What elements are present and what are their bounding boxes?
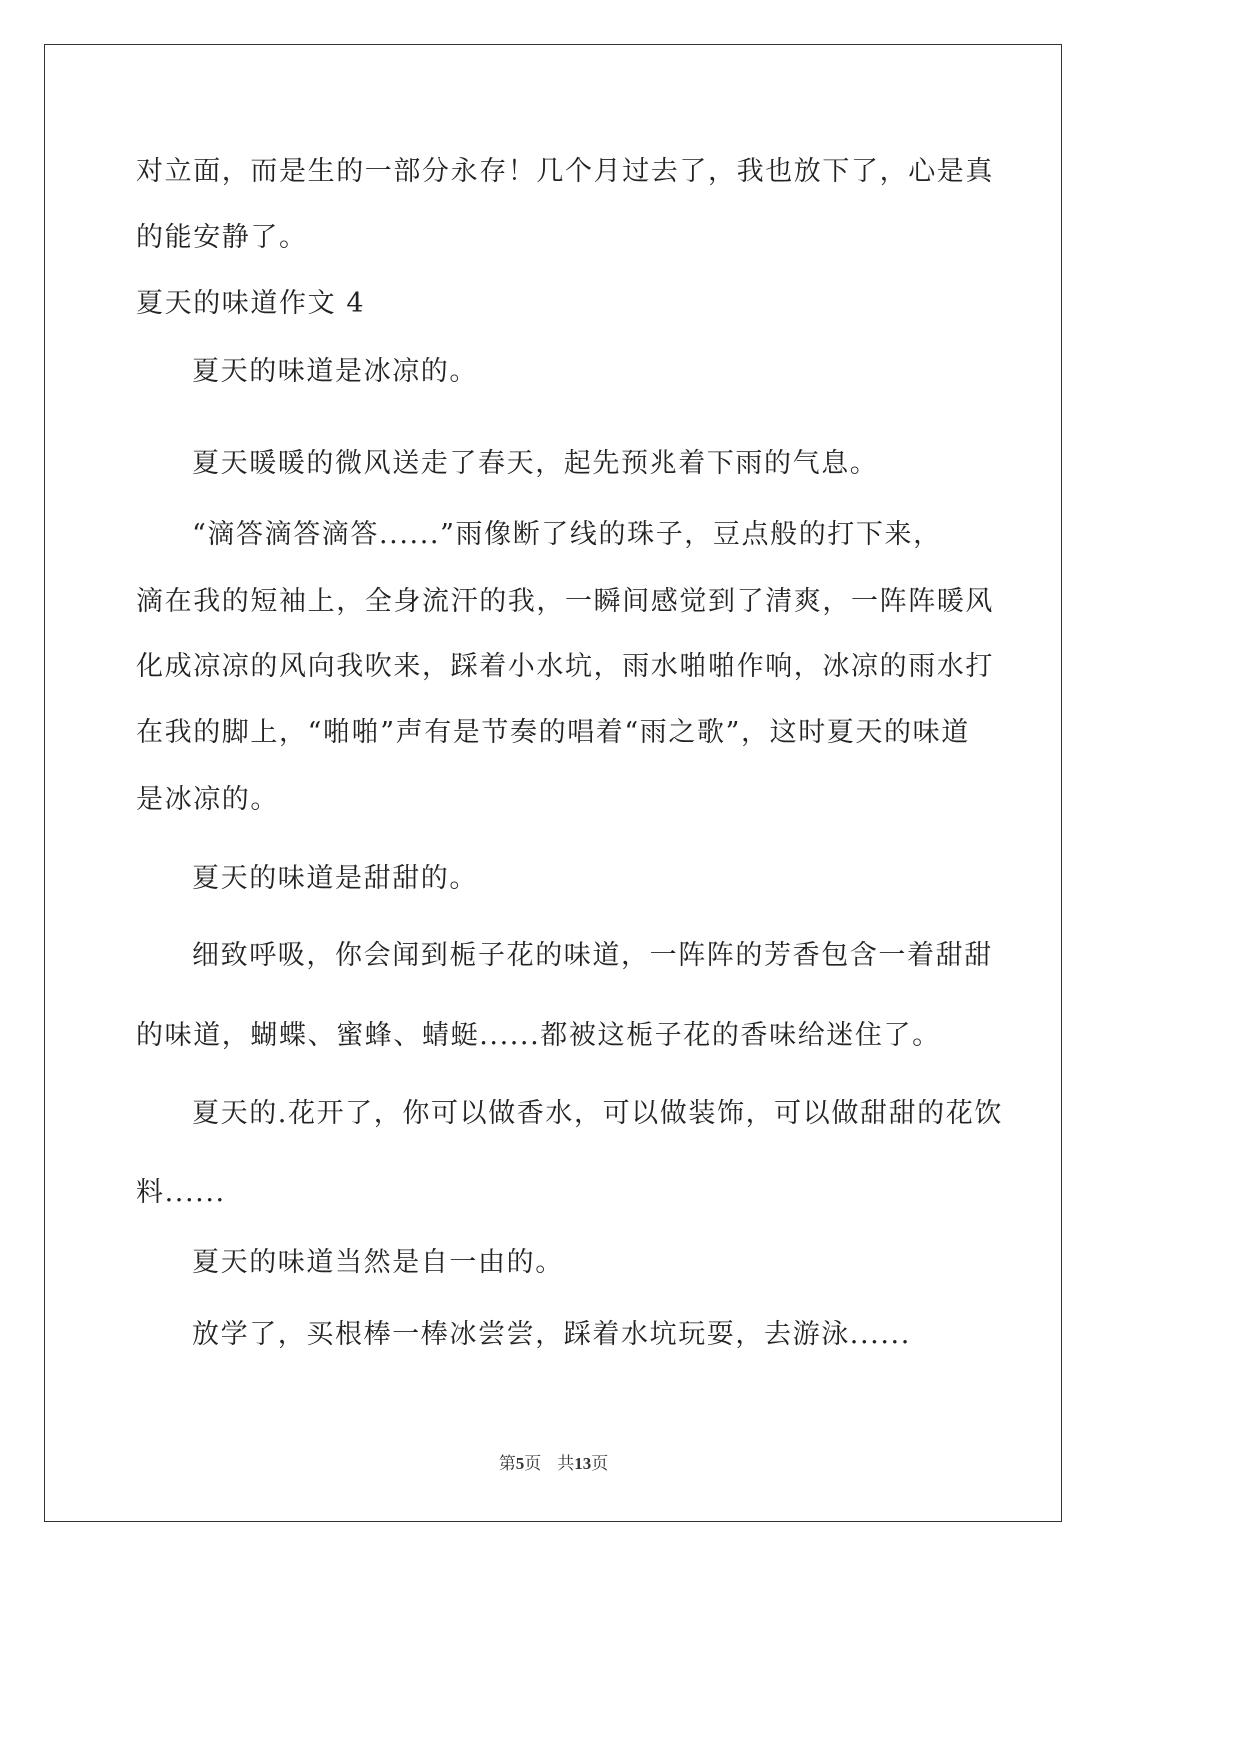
- text-line: 夏天的味道是甜甜的。: [192, 863, 478, 894]
- text-line: “滴答滴答滴答......”雨像断了线的珠子，豆点般的打下来，: [192, 519, 942, 550]
- text-line: 的能安静了。: [136, 222, 308, 253]
- footer-prefix: 第: [498, 1454, 516, 1474]
- text-line: 的味道，蝴蝶、蜜蜂、蜻蜓......都被这栀子花的香味给迷住了。: [136, 1020, 941, 1051]
- text-line: 是冰凉的。: [136, 784, 279, 815]
- text-line: 料......: [136, 1177, 226, 1208]
- text-line: 放学了，买根棒一棒冰尝尝，踩着水坑玩耍，去游泳......: [192, 1319, 911, 1350]
- text-line: 夏天的味道当然是自一由的。: [192, 1247, 564, 1278]
- current-page-number: 5: [515, 1454, 525, 1473]
- text-line: 细致呼吸，你会闻到栀子花的味道，一阵阵的芳香包含一着甜甜: [192, 940, 993, 971]
- page-footer: [0, 1452, 1107, 1476]
- footer-total-suffix: 页: [591, 1454, 609, 1474]
- text-line: 在我的脚上，“啪啪”声有是节奏的唱着“雨之歌”，这时夏天的味道: [136, 717, 970, 748]
- footer-total-prefix: 共: [557, 1454, 575, 1474]
- section-heading: 夏天的味道作文 4: [136, 288, 366, 319]
- text-line: 化成凉凉的风向我吹来，踩着小水坑，雨水啪啪作响，冰凉的雨水打: [136, 651, 994, 682]
- footer-page-suffix: 页: [524, 1454, 542, 1474]
- text-line: 夏天暖暖的微风送走了春天，起先预兆着下雨的气息。: [192, 448, 879, 479]
- text-line: 对立面，而是生的一部分永存！几个月过去了，我也放下了，心是真: [136, 156, 994, 187]
- text-line: 夏天的.花开了，你可以做香水，可以做装饰，可以做甜甜的花饮: [192, 1098, 1003, 1129]
- text-line: 夏天的味道是冰凉的。: [192, 356, 478, 387]
- text-line: 滴在我的短袖上，全身流汗的我，一瞬间感觉到了清爽，一阵阵暖风: [136, 586, 994, 617]
- total-page-count: 13: [574, 1454, 592, 1473]
